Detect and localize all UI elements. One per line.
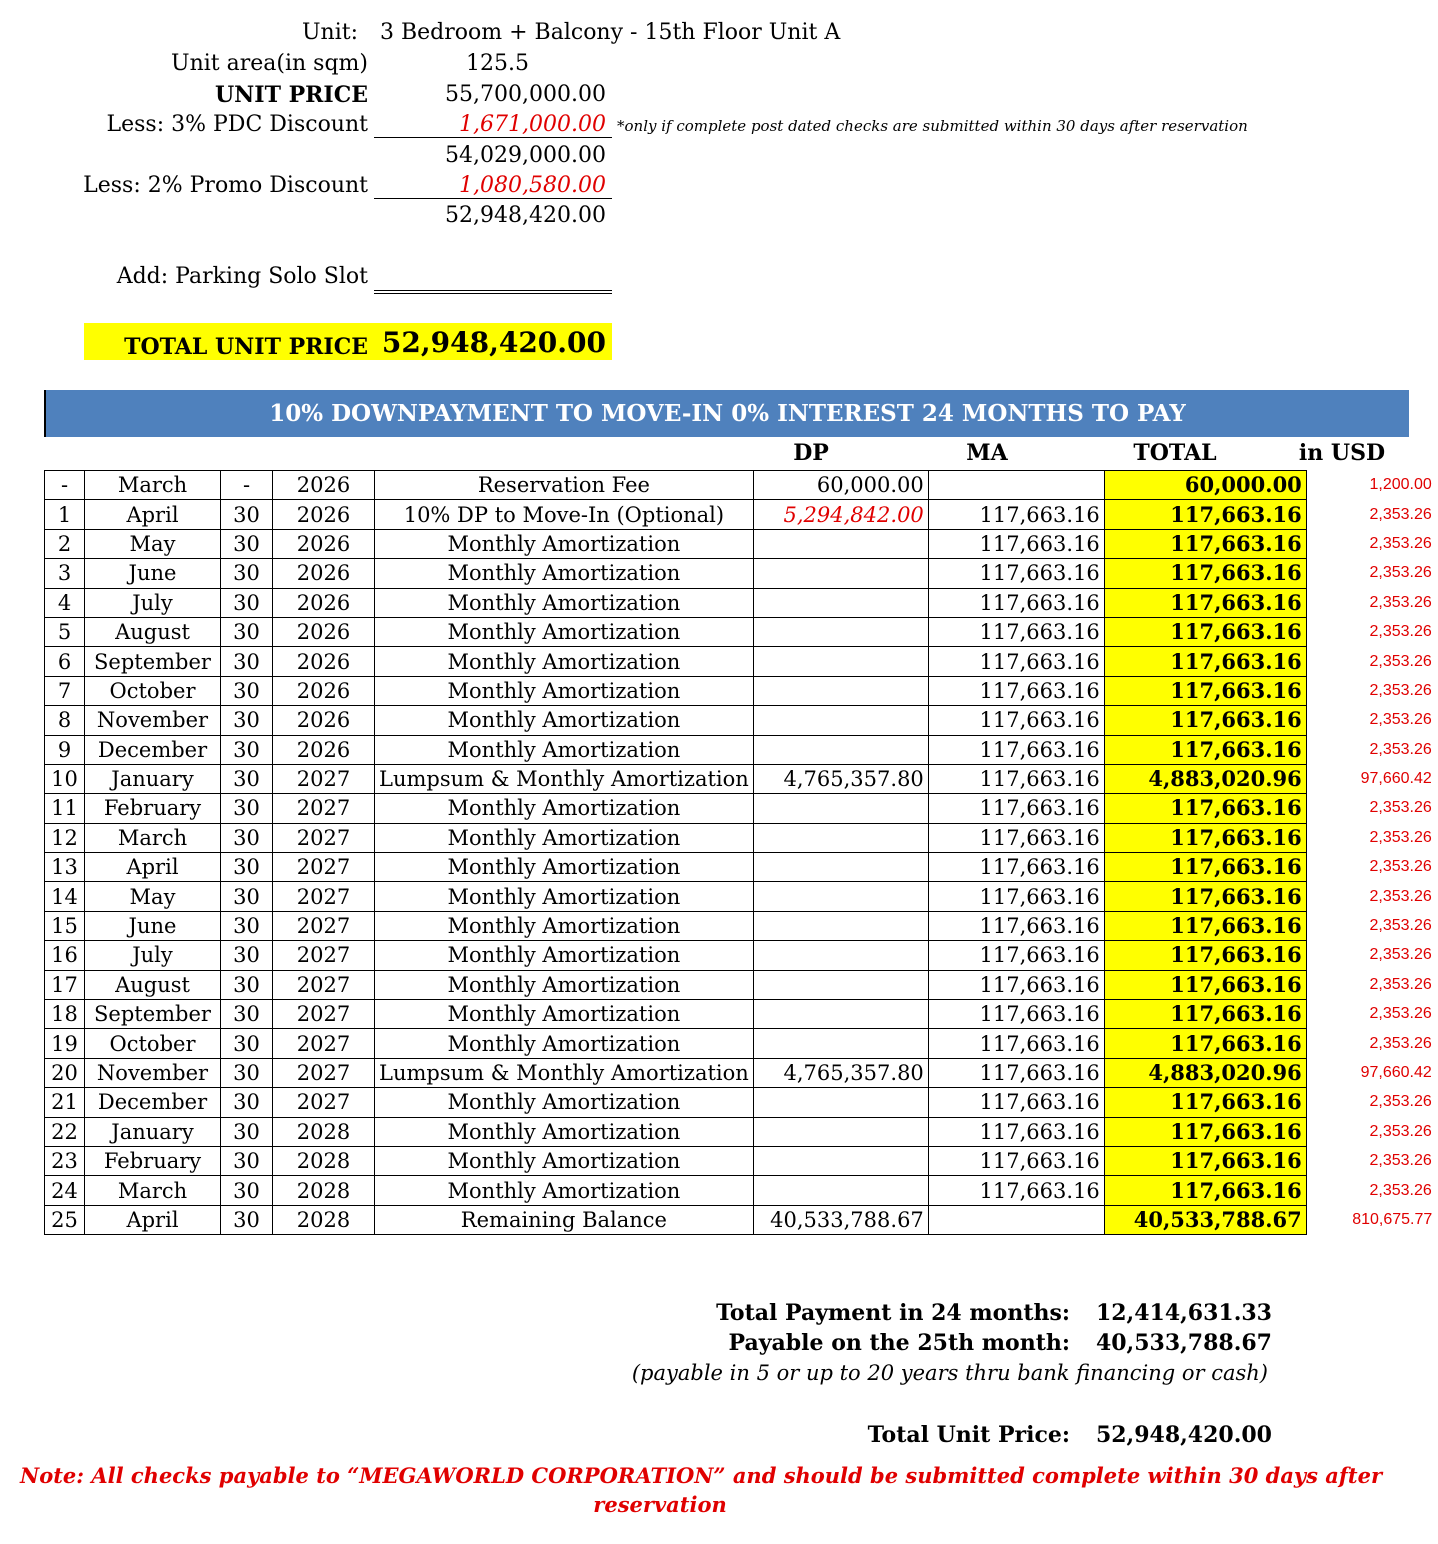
total-unit-price-footer-label: Total Unit Price:	[867, 1422, 1070, 1448]
cell-year: 2026	[273, 676, 375, 705]
cell-usd-amount: 2,353.26	[1369, 681, 1432, 699]
cell-total-amount: 60,000.00	[1104, 471, 1306, 500]
cell-day: 30	[221, 1176, 273, 1205]
cell-row-number: 6	[45, 647, 85, 676]
cell-usd-amount: 97,660.42	[1360, 1064, 1432, 1081]
cell-day: 30	[221, 559, 273, 588]
cell-total-amount: 117,663.16	[1104, 911, 1306, 940]
cell-day: 30	[221, 794, 273, 823]
cell-usd-amount: 2,353.26	[1369, 1005, 1432, 1023]
subtotal-after-pdc: 54,029,000.00	[445, 143, 606, 168]
cell-row-number: 11	[45, 794, 85, 823]
cell-month: July	[85, 941, 221, 970]
cell-month: March	[85, 471, 221, 500]
cell-month: February	[85, 1146, 221, 1175]
cell-dp-amount	[753, 823, 928, 852]
subtotal-after-promo: 52,948,420.00	[445, 203, 606, 228]
unit-value: 3 Bedroom + Balcony - 15th Floor Unit A	[380, 20, 841, 45]
cell-year: 2027	[273, 1088, 375, 1117]
table-row	[45, 941, 1437, 970]
cell-day: 30	[221, 647, 273, 676]
cell-day: 30	[221, 941, 273, 970]
table-row	[45, 1000, 1437, 1029]
cell-dp-amount	[753, 911, 928, 940]
table-row	[45, 647, 1437, 676]
cell-total-amount: 117,663.16	[1104, 617, 1306, 646]
cell-usd-amount: 1,200.00	[1369, 476, 1432, 494]
note-line-1: Note: All checks payable to “MEGAWORLD CORPORATION” and should be submitted complete within 30 days after	[20, 1463, 1383, 1488]
cell-dp-amount	[753, 735, 928, 764]
unit-price-value: 55,700,000.00	[445, 82, 606, 107]
cell-day: 30	[221, 1088, 273, 1117]
cell-dp-amount	[753, 617, 928, 646]
total-unit-price-label: TOTAL UNIT PRICE	[124, 334, 368, 360]
cell-ma-amount: 117,663.16	[928, 1000, 1104, 1029]
table-row	[45, 1029, 1437, 1058]
cell-usd-amount: 2,353.26	[1369, 1181, 1432, 1199]
cell-row-number: 18	[45, 1000, 85, 1029]
cell-description: Monthly Amortization	[375, 735, 754, 764]
cell-description: Monthly Amortization	[375, 941, 754, 970]
cell-day: 30	[221, 1000, 273, 1029]
cell-ma-amount: 117,663.16	[928, 559, 1104, 588]
cell-month: September	[85, 647, 221, 676]
table-row	[45, 735, 1437, 764]
table-row	[45, 853, 1437, 882]
cell-usd-amount: 97,660.42	[1360, 770, 1432, 788]
cell-year: 2026	[273, 529, 375, 558]
cell-total-amount: 117,663.16	[1104, 588, 1306, 617]
cell-month: March	[85, 1176, 221, 1205]
table-row	[45, 1176, 1437, 1205]
cell-month: August	[85, 617, 221, 646]
cell-month: July	[85, 588, 221, 617]
cell-description: Monthly Amortization	[375, 706, 754, 735]
cell-usd-amount: 2,353.26	[1369, 946, 1432, 964]
cell-ma-amount: 117,663.16	[928, 588, 1104, 617]
cell-day: 30	[221, 529, 273, 558]
cell-row-number: 12	[45, 823, 85, 852]
cell-total-amount: 117,663.16	[1104, 706, 1306, 735]
cell-year: 2028	[273, 1117, 375, 1146]
cell-description: Monthly Amortization	[375, 970, 754, 999]
cell-dp-amount	[753, 1029, 928, 1058]
cell-description: Monthly Amortization	[375, 617, 754, 646]
cell-year: 2026	[273, 500, 375, 529]
cell-description: Monthly Amortization	[375, 911, 754, 940]
cell-ma-amount: 117,663.16	[928, 617, 1104, 646]
cell-description: Monthly Amortization	[375, 588, 754, 617]
cell-year: 2027	[273, 1000, 375, 1029]
cell-dp-amount	[753, 706, 928, 735]
cell-dp-amount	[753, 559, 928, 588]
parking-value-line	[374, 264, 612, 294]
cell-description: Monthly Amortization	[375, 1088, 754, 1117]
cell-day: 30	[221, 823, 273, 852]
cell-description: Monthly Amortization	[375, 559, 754, 588]
cell-year: 2028	[273, 1205, 375, 1234]
cell-usd-amount: 2,353.26	[1369, 1093, 1432, 1111]
cell-usd-amount: 2,353.26	[1369, 1034, 1432, 1052]
promo-discount-value: 1,080,580.00	[374, 173, 612, 199]
cell-total-amount: 117,663.16	[1104, 882, 1306, 911]
cell-dp-amount	[753, 970, 928, 999]
table-row	[45, 794, 1437, 823]
cell-dp-amount	[753, 1000, 928, 1029]
cell-month: May	[85, 882, 221, 911]
cell-day: 30	[221, 1029, 273, 1058]
cell-ma-amount: 117,663.16	[928, 1176, 1104, 1205]
cell-ma-amount: 117,663.16	[928, 1117, 1104, 1146]
cell-row-number: 22	[45, 1117, 85, 1146]
total-unit-price-value: 52,948,420.00	[381, 326, 606, 359]
table-row	[45, 559, 1437, 588]
total-unit-price-footer-value: 52,948,420.00	[1095, 1422, 1272, 1448]
cell-description: Monthly Amortization	[375, 794, 754, 823]
cell-ma-amount: 117,663.16	[928, 970, 1104, 999]
cell-ma-amount: 117,663.16	[928, 529, 1104, 558]
cell-day: -	[221, 471, 273, 500]
cell-month: October	[85, 676, 221, 705]
header-usd: in USD	[1298, 440, 1386, 466]
cell-row-number: 17	[45, 970, 85, 999]
cell-usd-amount: 2,353.26	[1369, 652, 1432, 670]
cell-dp-amount	[753, 676, 928, 705]
table-row	[45, 500, 1437, 529]
cell-month: January	[85, 1117, 221, 1146]
pdc-discount-value: 1,671,000.00	[374, 112, 612, 138]
cell-month: October	[85, 1029, 221, 1058]
cell-day: 30	[221, 588, 273, 617]
cell-total-amount: 117,663.16	[1104, 823, 1306, 852]
cell-month: April	[85, 500, 221, 529]
table-row	[45, 911, 1437, 940]
table-row	[45, 676, 1437, 705]
cell-month: December	[85, 735, 221, 764]
cell-year: 2026	[273, 471, 375, 500]
cell-description: Remaining Balance	[375, 1205, 754, 1234]
cell-day: 30	[221, 617, 273, 646]
cell-row-number: 9	[45, 735, 85, 764]
area-label: Unit area(in sqm)	[171, 51, 368, 76]
cell-ma-amount	[928, 1205, 1104, 1234]
cell-total-amount: 117,663.16	[1104, 529, 1306, 558]
cell-ma-amount: 117,663.16	[928, 823, 1104, 852]
cell-month: January	[85, 764, 221, 793]
cell-month: April	[85, 1205, 221, 1234]
cell-day: 30	[221, 911, 273, 940]
cell-usd-amount: 2,353.26	[1369, 505, 1432, 523]
cell-row-number: 14	[45, 882, 85, 911]
cell-year: 2027	[273, 1029, 375, 1058]
promo-discount-label: Less: 2% Promo Discount	[83, 173, 368, 198]
cell-ma-amount: 117,663.16	[928, 735, 1104, 764]
cell-ma-amount: 117,663.16	[928, 1088, 1104, 1117]
cell-description: Monthly Amortization	[375, 1029, 754, 1058]
cell-month: December	[85, 1088, 221, 1117]
cell-day: 30	[221, 970, 273, 999]
cell-total-amount: 117,663.16	[1104, 1146, 1306, 1175]
cell-row-number: 15	[45, 911, 85, 940]
cell-ma-amount: 117,663.16	[928, 1029, 1104, 1058]
cell-dp-amount: 5,294,842.00	[753, 500, 928, 529]
cell-month: June	[85, 559, 221, 588]
cell-total-amount: 40,533,788.67	[1104, 1205, 1306, 1234]
cell-ma-amount: 117,663.16	[928, 706, 1104, 735]
cell-ma-amount: 117,663.16	[928, 1058, 1104, 1087]
payment-scheme-banner: 10% DOWNPAYMENT TO MOVE-IN 0% INTEREST 24 MONTHS TO PAY	[44, 390, 1409, 437]
cell-description: Monthly Amortization	[375, 853, 754, 882]
cell-dp-amount	[753, 647, 928, 676]
table-row	[45, 588, 1437, 617]
cell-ma-amount: 117,663.16	[928, 911, 1104, 940]
pdc-note: *only if complete post dated checks are submitted within 30 days after reservation	[617, 117, 1248, 135]
total-24-label: Total Payment in 24 months:	[716, 1300, 1070, 1326]
cell-month: May	[85, 529, 221, 558]
table-row	[45, 882, 1437, 911]
cell-total-amount: 117,663.16	[1104, 1088, 1306, 1117]
cell-row-number: 8	[45, 706, 85, 735]
cell-year: 2027	[273, 970, 375, 999]
cell-row-number: 16	[45, 941, 85, 970]
cell-day: 30	[221, 882, 273, 911]
cell-row-number: 10	[45, 764, 85, 793]
payment-schedule-table	[44, 470, 1437, 1235]
cell-day: 30	[221, 1205, 273, 1234]
cell-total-amount: 117,663.16	[1104, 1176, 1306, 1205]
cell-usd-amount: 810,675.77	[1352, 1210, 1433, 1228]
cell-dp-amount	[753, 882, 928, 911]
cell-dp-amount	[753, 1176, 928, 1205]
cell-total-amount: 117,663.16	[1104, 941, 1306, 970]
cell-usd-amount: 2,353.26	[1369, 887, 1432, 905]
cell-year: 2027	[273, 1058, 375, 1087]
header-ma: MA	[966, 440, 1008, 466]
cell-dp-amount: 40,533,788.67	[753, 1205, 928, 1234]
cell-ma-amount: 117,663.16	[928, 794, 1104, 823]
cell-total-amount: 4,883,020.96	[1104, 764, 1306, 793]
cell-ma-amount: 117,663.16	[928, 882, 1104, 911]
cell-usd-amount: 2,353.26	[1369, 799, 1432, 817]
cell-usd-amount: 2,353.26	[1369, 858, 1432, 876]
cell-usd-amount: 2,353.26	[1369, 564, 1432, 582]
table-row	[45, 1058, 1437, 1087]
cell-description: Monthly Amortization	[375, 1000, 754, 1029]
cell-row-number: 24	[45, 1176, 85, 1205]
table-row	[45, 1146, 1437, 1175]
cell-ma-amount: 117,663.16	[928, 941, 1104, 970]
cell-year: 2028	[273, 1176, 375, 1205]
cell-row-number: 19	[45, 1029, 85, 1058]
table-row	[45, 970, 1437, 999]
cell-total-amount: 117,663.16	[1104, 1000, 1306, 1029]
cell-year: 2027	[273, 911, 375, 940]
cell-row-number: 1	[45, 500, 85, 529]
cell-usd-amount: 2,353.26	[1369, 740, 1432, 758]
cell-dp-amount	[753, 529, 928, 558]
cell-description: Reservation Fee	[375, 471, 754, 500]
cell-dp-amount	[753, 1146, 928, 1175]
unit-label: Unit:	[302, 20, 358, 45]
cell-total-amount: 117,663.16	[1104, 1117, 1306, 1146]
cell-row-number: 13	[45, 853, 85, 882]
cell-dp-amount	[753, 794, 928, 823]
cell-month: April	[85, 853, 221, 882]
cell-ma-amount: 117,663.16	[928, 500, 1104, 529]
pdc-discount-label: Less: 3% PDC Discount	[106, 112, 368, 137]
cell-dp-amount	[753, 1117, 928, 1146]
cell-day: 30	[221, 1058, 273, 1087]
cell-row-number: 23	[45, 1146, 85, 1175]
cell-row-number: 7	[45, 676, 85, 705]
cell-ma-amount	[928, 471, 1104, 500]
cell-day: 30	[221, 676, 273, 705]
cell-dp-amount	[753, 853, 928, 882]
cell-usd-amount: 2,353.26	[1369, 623, 1432, 641]
cell-total-amount: 117,663.16	[1104, 970, 1306, 999]
table-row	[45, 529, 1437, 558]
cell-month: November	[85, 706, 221, 735]
cell-day: 30	[221, 853, 273, 882]
cell-row-number: -	[45, 471, 85, 500]
cell-description: Lumpsum & Monthly Amortization	[375, 1058, 754, 1087]
cell-day: 30	[221, 500, 273, 529]
cell-day: 30	[221, 735, 273, 764]
cell-dp-amount	[753, 941, 928, 970]
cell-ma-amount: 117,663.16	[928, 764, 1104, 793]
cell-year: 2026	[273, 706, 375, 735]
cell-usd-amount: 2,353.26	[1369, 975, 1432, 993]
cell-month: June	[85, 911, 221, 940]
cell-year: 2026	[273, 617, 375, 646]
cell-total-amount: 4,883,020.96	[1104, 1058, 1306, 1087]
header-total: TOTAL	[1133, 440, 1217, 466]
cell-day: 30	[221, 1117, 273, 1146]
cell-usd-amount: 2,353.26	[1369, 917, 1432, 935]
total-24-value: 12,414,631.33	[1095, 1300, 1272, 1326]
cell-row-number: 25	[45, 1205, 85, 1234]
cell-description: Monthly Amortization	[375, 1176, 754, 1205]
table-row	[45, 617, 1437, 646]
payable-25-label: Payable on the 25th month:	[728, 1330, 1070, 1356]
cell-description: Monthly Amortization	[375, 647, 754, 676]
cell-year: 2026	[273, 588, 375, 617]
cell-year: 2028	[273, 1146, 375, 1175]
area-value: 125.5	[466, 51, 529, 76]
cell-total-amount: 117,663.16	[1104, 647, 1306, 676]
cell-total-amount: 117,663.16	[1104, 559, 1306, 588]
cell-row-number: 3	[45, 559, 85, 588]
cell-row-number: 20	[45, 1058, 85, 1087]
cell-total-amount: 117,663.16	[1104, 794, 1306, 823]
cell-description: Monthly Amortization	[375, 1117, 754, 1146]
cell-usd-amount: 2,353.26	[1369, 593, 1432, 611]
table-row	[45, 823, 1437, 852]
cell-year: 2027	[273, 823, 375, 852]
table-row	[45, 764, 1437, 793]
cell-year: 2027	[273, 853, 375, 882]
cell-description: Monthly Amortization	[375, 1146, 754, 1175]
cell-year: 2026	[273, 559, 375, 588]
cell-month: February	[85, 794, 221, 823]
financing-note: (payable in 5 or up to 20 years thru bank financing or cash)	[631, 1361, 1268, 1385]
header-dp: DP	[793, 440, 829, 466]
cell-description: Lumpsum & Monthly Amortization	[375, 764, 754, 793]
cell-month: September	[85, 1000, 221, 1029]
cell-usd-amount: 2,353.26	[1369, 534, 1432, 552]
table-row	[45, 1205, 1437, 1234]
cell-description: Monthly Amortization	[375, 676, 754, 705]
cell-year: 2027	[273, 882, 375, 911]
cell-year: 2026	[273, 735, 375, 764]
cell-row-number: 2	[45, 529, 85, 558]
cell-ma-amount: 117,663.16	[928, 647, 1104, 676]
cell-total-amount: 117,663.16	[1104, 500, 1306, 529]
cell-year: 2027	[273, 764, 375, 793]
cell-day: 30	[221, 706, 273, 735]
cell-dp-amount	[753, 1088, 928, 1117]
cell-row-number: 21	[45, 1088, 85, 1117]
cell-month: November	[85, 1058, 221, 1087]
cell-dp-amount	[753, 588, 928, 617]
cell-ma-amount: 117,663.16	[928, 676, 1104, 705]
cell-day: 30	[221, 1146, 273, 1175]
cell-usd-amount: 2,353.26	[1369, 1122, 1432, 1140]
cell-total-amount: 117,663.16	[1104, 676, 1306, 705]
cell-usd-amount: 2,353.26	[1369, 711, 1432, 729]
cell-ma-amount: 117,663.16	[928, 853, 1104, 882]
cell-usd-amount: 2,353.26	[1369, 1152, 1432, 1170]
cell-total-amount: 117,663.16	[1104, 735, 1306, 764]
cell-month: August	[85, 970, 221, 999]
cell-dp-amount: 4,765,357.80	[753, 764, 928, 793]
unit-price-label: UNIT PRICE	[214, 82, 368, 108]
cell-description: Monthly Amortization	[375, 823, 754, 852]
cell-day: 30	[221, 764, 273, 793]
cell-total-amount: 117,663.16	[1104, 853, 1306, 882]
note-line-2: reservation	[593, 1492, 727, 1517]
table-row	[45, 706, 1437, 735]
cell-description: 10% DP to Move-In (Optional)	[375, 500, 754, 529]
payment-schedule-body	[45, 471, 1437, 1235]
cell-month: March	[85, 823, 221, 852]
cell-year: 2027	[273, 794, 375, 823]
cell-description: Monthly Amortization	[375, 529, 754, 558]
cell-row-number: 4	[45, 588, 85, 617]
table-row	[45, 1088, 1437, 1117]
table-row	[45, 471, 1437, 500]
table-row	[45, 1117, 1437, 1146]
payable-25-value: 40,533,788.67	[1095, 1330, 1272, 1356]
cell-year: 2027	[273, 941, 375, 970]
cell-dp-amount: 60,000.00	[753, 471, 928, 500]
cell-year: 2026	[273, 647, 375, 676]
cell-total-amount: 117,663.16	[1104, 1029, 1306, 1058]
cell-description: Monthly Amortization	[375, 882, 754, 911]
cell-ma-amount: 117,663.16	[928, 1146, 1104, 1175]
cell-dp-amount: 4,765,357.80	[753, 1058, 928, 1087]
parking-label: Add: Parking Solo Slot	[116, 264, 368, 289]
cell-row-number: 5	[45, 617, 85, 646]
cell-usd-amount: 2,353.26	[1369, 828, 1432, 846]
